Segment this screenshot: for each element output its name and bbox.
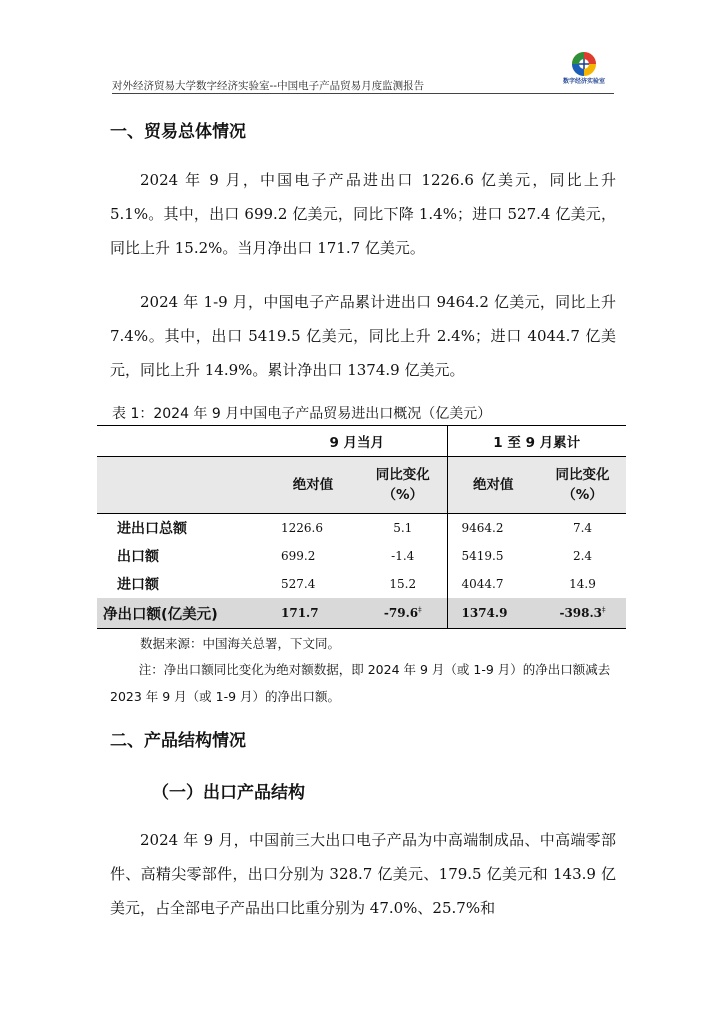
section-2-heading: 二、产品结构情况 [110,731,246,751]
table-group-header-row [97,426,626,457]
table-row-import [97,570,626,598]
row-label: 净出口额(亿美元) [97,598,267,629]
table-column-header-row [97,457,626,514]
cell-month-yoy: 15.2 [389,577,417,591]
col-header-yoy-line2: （%） [562,487,603,503]
cell-month-abs: 171.7 [267,598,359,629]
trade-summary-table [97,425,626,629]
cell-month-yoy: -1.4 [391,549,415,563]
cell-month-abs: 527.4 [281,577,316,591]
header-divider [112,93,614,94]
cell-cum-yoy: 14.9 [569,577,596,591]
section-1-heading: 一、贸易总体情况 [110,122,246,142]
lab-logo [554,50,614,90]
cell-cum-abs: 9464.2 [447,514,539,543]
data-source: 数据来源：中国海关总署，下文同。 [140,636,341,651]
table-row-total [97,514,626,543]
cell-month-yoy [359,598,447,629]
group-header-month: 9 月当月 [267,426,447,457]
cell-month-abs: 1226.6 [281,521,323,535]
running-title: 对外经济贸易大学数字经济实验室--中国电子产品贸易月度监测报告 [112,80,425,92]
subsection-heading: （一）出口产品结构 [152,783,305,803]
logo-text: 数字经济实验室 [562,78,605,85]
col-header-yoy-line1: 同比变化 [555,467,610,483]
table-row-export [97,542,626,570]
table-note: 注：净出口额同比变化为绝对额数据，即 2024 年 9 月（或 1-9 月）的净出口额减去 2023 年 9 月（或 1-9 月）的净出口额。 [110,662,611,704]
cell-cum-abs: 1374.9 [447,598,539,629]
table-caption: 表 1：2024 年 9 月中国电子产品贸易进出口概况（亿美元） [112,406,492,422]
group-header-cumulative: 1 至 9 月累计 [447,426,626,457]
col-header-yoy-line1: 同比变化 [375,467,430,483]
cell-value: -79.6 [383,606,419,620]
row-label: 进出口总额 [117,521,187,537]
cell-cum-yoy: 2.4 [572,549,593,563]
section-1-paragraph-2: 2024 年 1-9 月，中国电子产品累计进出口 9464.2 亿美元，同比上升 7.4%。其中，出口 5419.5 亿美元，同比上升 2.4%；进口 4044.7 亿美元，同比上升 14.9%。累计净出口 1374.9 亿美元。 [110,293,616,379]
table-row-net-export [97,598,626,629]
col-header-month-yoy [359,457,447,514]
row-label: 进口额 [117,577,159,593]
col-header-cum-abs: 绝对值 [447,457,539,514]
page-header [112,50,614,94]
row-label: 出口额 [117,549,159,565]
col-header-yoy-line2: （%） [382,487,424,503]
cell-cum-yoy [539,598,626,629]
cell-value: -398.3 [559,606,603,620]
cell-month-yoy: 5.1 [393,521,413,535]
cell-cum-abs: 5419.5 [447,542,539,570]
cell-cum-abs: 4044.7 [447,570,539,598]
cell-month-abs: 699.2 [281,549,316,563]
section-1-paragraph-1: 2024 年 9 月，中国电子产品进出口 1226.6 亿美元，同比上升 5.1%。其中，出口 699.2 亿美元，同比下降 1.4%；进口 527.4 亿美元，同比上升 15.2%。当月净出口 171.7 亿美元。 [110,171,616,257]
col-header-month-abs: 绝对值 [267,457,359,514]
header-empty-cell [97,426,267,457]
globe-icon [570,50,598,78]
footnote-mark: ‡ [602,606,606,614]
col-header-cum-yoy [539,457,626,514]
section-2-paragraph-1: 2024 年 9 月，中国前三大出口电子产品为中高端制成品、中高端零部件、高精尖零部件，出口分别为 328.7 亿美元、179.5 亿美元和 143.9 亿美元，占全部电子产品出口比重分别为 47.0%、25.7%和 [110,831,616,917]
header-empty-cell [97,457,267,514]
cell-cum-yoy: 7.4 [572,521,593,535]
footnote-mark: ‡ [418,606,422,614]
